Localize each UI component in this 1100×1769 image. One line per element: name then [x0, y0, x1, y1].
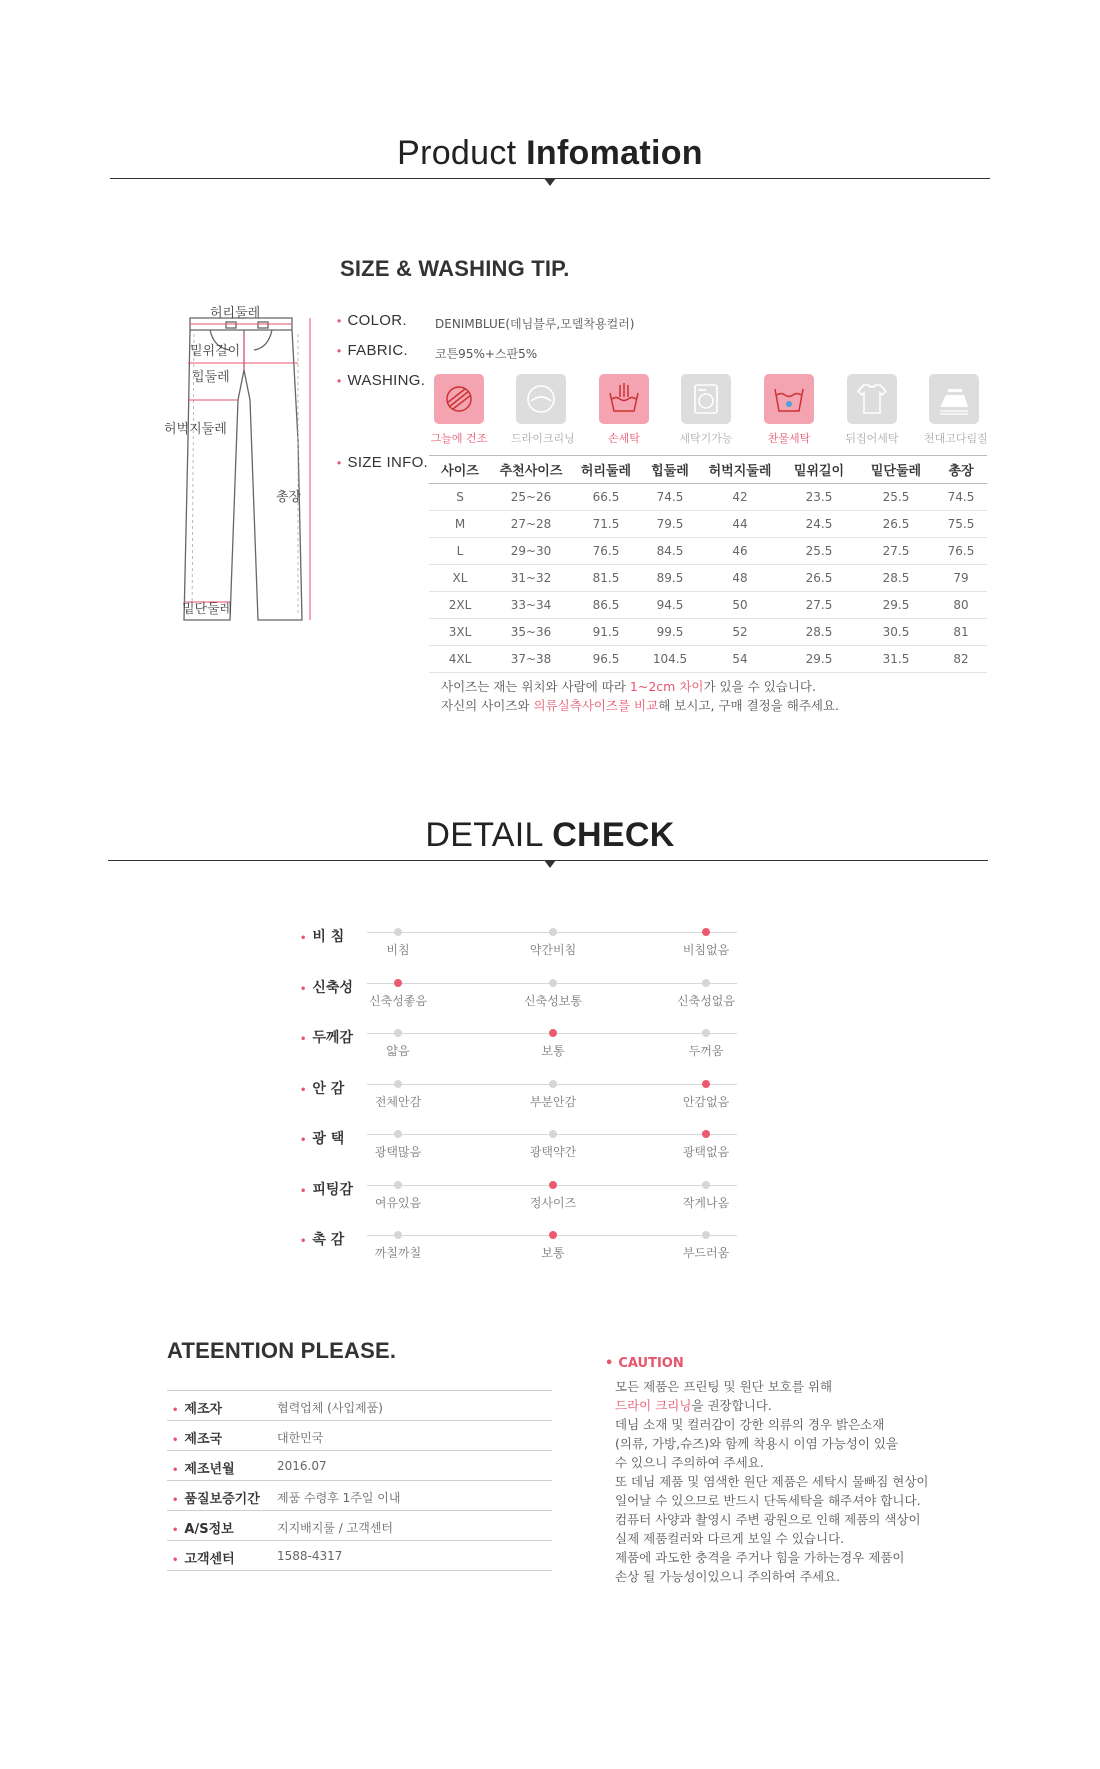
cold-water-icon: [764, 374, 814, 424]
size-table-cell: 31~32: [491, 565, 571, 592]
washing-label: • WASHING.: [337, 372, 426, 389]
product-info-title: [0, 134, 1100, 173]
size-washing-title: SIZE & WASHING TIP.: [340, 256, 570, 281]
detail-option: 광택많음: [374, 1145, 422, 1159]
size-table: [429, 455, 987, 673]
detail-selected-marker: [702, 928, 710, 936]
size-table-cell: 35~36: [491, 619, 571, 646]
wash-label: 뒤집어세탁: [845, 432, 899, 445]
size-table-cell: 42: [699, 484, 781, 511]
detail-option: 얇음: [386, 1044, 410, 1058]
caution-body: 데님 소재 및 컬러감이 강한 의류의 경우 밝은소재 (의류, 가방,슈즈)와 함께 착용시 이염 가능성이 있을 수 있으니 주의하여 주세요. 또 데님 제품 및 염색한 원단 제품은 세탁시 물빠짐 현상이 일어날 수 있으므로 반드시 단독세탁을 해주셔야 합니다. 컴퓨터 사양과 촬영시 주변 광원으로 인해 제품의 색상이 실제 제품컬러와 다르게 보일 수 있습니다. 제품에 과도한 충격을 주거나 힘을 가하는경우 제품이 손상 될 가능성이있으니 주의하여 주세요.: [615, 1417, 929, 1584]
size-table-cell: 28.5: [781, 619, 857, 646]
detail-option: 여유있음: [374, 1196, 422, 1210]
detail-option: 광택없음: [682, 1145, 730, 1159]
size-table-cell: 25~26: [491, 484, 571, 511]
detail-scale-marker: [394, 1130, 402, 1138]
attention-row: [167, 1421, 552, 1451]
size-note-2: 자신의 사이즈와 의류실측사이즈를 비교해 보시고, 구매 결정을 해주세요.: [441, 698, 840, 713]
size-table-cell: 99.5: [641, 619, 699, 646]
detail-option: 까칠까칠: [374, 1246, 422, 1260]
size-table-cell: 76.5: [571, 538, 641, 565]
size-table-cell: 29~30: [491, 538, 571, 565]
wash-cold-water: [759, 374, 819, 446]
detail-scale-marker: [549, 928, 557, 936]
header-arrow-icon: [544, 178, 556, 186]
pants-diagram: [164, 300, 320, 640]
detail-label: • 촉 감: [300, 1232, 345, 1248]
detail-scale-marker: [549, 1080, 557, 1088]
size-table-cell: 52: [699, 619, 781, 646]
title-light: DETAIL: [425, 816, 553, 854]
col-header: 총장: [935, 456, 987, 484]
size-note-1: 사이즈는 재는 위치와 사람에 따라 1~2cm 차이가 있을 수 있습니다.: [441, 679, 816, 694]
detail-scale-marker: [549, 1130, 557, 1138]
size-table-cell: 81: [935, 619, 987, 646]
size-table-cell: 94.5: [641, 592, 699, 619]
size-table-cell: 25.5: [857, 484, 935, 511]
col-header: 허리둘레: [571, 456, 641, 484]
pants-label-length: 총장: [276, 490, 302, 505]
wash-label: 그늘에 건조: [430, 432, 488, 445]
size-table-cell: 66.5: [571, 484, 641, 511]
color-label: • COLOR.: [337, 312, 407, 329]
wash-label: 천대고다림질: [924, 432, 988, 445]
detail-scale-marker: [394, 1080, 402, 1088]
title-bold: CHECK: [552, 816, 675, 854]
detail-option: 신축성보통: [524, 994, 582, 1008]
size-table-cell: 81.5: [571, 565, 641, 592]
detail-check-title: [0, 816, 1100, 855]
size-table-cell: 27.5: [857, 538, 935, 565]
size-table-cell: 80: [935, 592, 987, 619]
wash-label: 드라이크리닝: [511, 432, 575, 445]
detail-scale-marker: [394, 928, 402, 936]
detail-selected-marker: [549, 1181, 557, 1189]
size-table-cell: 79: [935, 565, 987, 592]
detail-scale-marker: [394, 1029, 402, 1037]
col-header: 허벅지둘레: [699, 456, 781, 484]
attention-value: 대한민국: [277, 1431, 324, 1445]
col-header: 사이즈: [429, 456, 491, 484]
detail-option: 광택약간: [529, 1145, 577, 1159]
size-table-cell: 33~34: [491, 592, 571, 619]
detail-scale-marker: [394, 1231, 402, 1239]
detail-option: 두꺼움: [688, 1044, 724, 1058]
size-table-cell: 84.5: [641, 538, 699, 565]
title-light: Product: [397, 134, 527, 172]
detail-arrow-icon: [544, 860, 556, 868]
attention-title: ATEENTION PLEASE.: [167, 1338, 397, 1363]
detail-option: 전체안감: [374, 1095, 422, 1109]
detail-scale-marker: [702, 1181, 710, 1189]
col-header: 힙둘레: [641, 456, 699, 484]
size-table-cell: 76.5: [935, 538, 987, 565]
pants-label-thigh: 허벅지둘레: [164, 422, 227, 437]
size-table-cell: 91.5: [571, 619, 641, 646]
detail-label: • 광 택: [300, 1131, 345, 1147]
detail-option: 비침없음: [682, 943, 730, 957]
caution-title: • CAUTION: [605, 1356, 684, 1371]
size-table-cell: 44: [699, 511, 781, 538]
pants-label-hip: 힙둘레: [192, 370, 230, 385]
size-table-cell: 96.5: [571, 646, 641, 673]
size-table-row: [429, 511, 987, 538]
detail-option: 부분안감: [529, 1095, 577, 1109]
detail-option: 부드러움: [682, 1246, 730, 1260]
size-table-cell: 24.5: [781, 511, 857, 538]
size-table-cell: 29.5: [857, 592, 935, 619]
inside-out-icon: [847, 374, 897, 424]
detail-selected-marker: [394, 979, 402, 987]
size-table-cell: 28.5: [857, 565, 935, 592]
attention-row: [167, 1481, 552, 1511]
attention-row: [167, 1511, 552, 1541]
washing-machine-icon: [681, 374, 731, 424]
attention-value: 2016.07: [277, 1459, 327, 1473]
attention-value: 지지배지룰 / 고객센터: [277, 1521, 394, 1535]
wash-label: 찬물세탁: [767, 432, 811, 445]
size-table-cell: 26.5: [781, 565, 857, 592]
caution-line-2: 드라이 크리닝을 권장합니다.: [615, 1398, 772, 1413]
attention-value: 1588-4317: [277, 1549, 343, 1563]
iron-icon: [929, 374, 979, 424]
size-table-cell: 75.5: [935, 511, 987, 538]
detail-selected-marker: [702, 1080, 710, 1088]
size-table-cell: 2XL: [429, 592, 491, 619]
size-table-cell: 74.5: [641, 484, 699, 511]
detail-selected-marker: [702, 1130, 710, 1138]
size-table-cell: 89.5: [641, 565, 699, 592]
shade-dry-icon: [434, 374, 484, 424]
detail-selected-marker: [549, 1231, 557, 1239]
size-table-cell: 71.5: [571, 511, 641, 538]
size-table-cell: 27.5: [781, 592, 857, 619]
title-bold: Infomation: [526, 134, 703, 172]
size-table-cell: 25.5: [781, 538, 857, 565]
attention-value: 제품 수령후 1주일 이내: [277, 1491, 401, 1505]
size-table-cell: 31.5: [857, 646, 935, 673]
detail-option: 신축성좋음: [369, 994, 427, 1008]
hand-wash-icon: [599, 374, 649, 424]
detail-option: 작게나옴: [682, 1196, 730, 1210]
color-value: DENIMBLUE(데님블루,모델착용컬러): [435, 317, 635, 331]
detail-label: • 피팅감: [300, 1182, 353, 1198]
detail-option: 안감없음: [682, 1095, 730, 1109]
wash-dry-clean: [511, 374, 575, 446]
size-table-row: [429, 619, 987, 646]
attention-key: • 품질보증기간: [172, 1492, 260, 1507]
detail-option: 신축성없음: [677, 994, 735, 1008]
fabric-value: 코튼95%+스판5%: [435, 347, 538, 361]
size-table-cell: 104.5: [641, 646, 699, 673]
size-table-row: [429, 592, 987, 619]
detail-option: 보통: [541, 1246, 565, 1260]
pants-label-rise: 밑위길이: [190, 344, 241, 359]
size-table-cell: 48: [699, 565, 781, 592]
attention-key: • 제조국: [172, 1432, 223, 1447]
attention-row: [167, 1451, 552, 1481]
attention-key: • 고객센터: [172, 1552, 235, 1567]
size-table-cell: 27~28: [491, 511, 571, 538]
size-table-cell: 86.5: [571, 592, 641, 619]
attention-row: [167, 1541, 552, 1571]
attention-key: • A/S정보: [172, 1522, 234, 1537]
size-table-cell: S: [429, 484, 491, 511]
detail-scale-marker: [702, 979, 710, 987]
size-table-cell: 74.5: [935, 484, 987, 511]
size-table-cell: 3XL: [429, 619, 491, 646]
size-table-cell: 54: [699, 646, 781, 673]
pants-label-hem: 밑단둘레: [182, 602, 233, 617]
size-table-row: [429, 565, 987, 592]
fabric-label: • FABRIC.: [337, 342, 408, 359]
size-table-cell: 79.5: [641, 511, 699, 538]
detail-label: • 두께감: [300, 1030, 353, 1046]
size-table-row: [429, 646, 987, 673]
size-table-cell: 50: [699, 592, 781, 619]
attention-row: [167, 1391, 552, 1421]
detail-scale-marker: [702, 1231, 710, 1239]
wash-machine: [676, 374, 736, 446]
size-table-cell: 37~38: [491, 646, 571, 673]
size-table-cell: 23.5: [781, 484, 857, 511]
detail-scale-marker: [549, 979, 557, 987]
size-table-cell: XL: [429, 565, 491, 592]
size-table-row: [429, 538, 987, 565]
detail-option: 보통: [541, 1044, 565, 1058]
wash-inside-out: [842, 374, 902, 446]
wash-label: 세탁기가능: [679, 432, 733, 445]
wash-iron: [924, 374, 988, 446]
wash-hand-wash: [594, 374, 654, 446]
detail-option: 약간비침: [529, 943, 577, 957]
detail-option: 비침: [386, 943, 410, 957]
size-info-label: • SIZE INFO.: [337, 454, 429, 471]
col-header: 밑단둘레: [857, 456, 935, 484]
attention-key: • 제조년월: [172, 1462, 235, 1477]
size-table-cell: 29.5: [781, 646, 857, 673]
size-table-cell: 82: [935, 646, 987, 673]
attention-value: 협력업체 (사입제품): [277, 1401, 383, 1415]
detail-option: 정사이즈: [529, 1196, 577, 1210]
col-header: 밑위길이: [781, 456, 857, 484]
size-table-cell: 30.5: [857, 619, 935, 646]
detail-label: • 신축성: [300, 980, 353, 996]
wash-shade-dry: [429, 374, 489, 446]
size-table-cell: L: [429, 538, 491, 565]
size-table-cell: 46: [699, 538, 781, 565]
size-table-header: [429, 456, 987, 484]
detail-scale-marker: [394, 1181, 402, 1189]
attention-key: • 제조자: [172, 1402, 223, 1417]
col-header: 추천사이즈: [491, 456, 571, 484]
dry-clean-icon: [516, 374, 566, 424]
detail-selected-marker: [549, 1029, 557, 1037]
size-table-row: [429, 484, 987, 511]
detail-scale-marker: [702, 1029, 710, 1037]
size-table-cell: 4XL: [429, 646, 491, 673]
caution-line-1: 모든 제품은 프린팅 및 원단 보호를 위해: [615, 1379, 833, 1394]
wash-label: 손세탁: [608, 432, 640, 445]
detail-label: • 안 감: [300, 1081, 345, 1097]
size-table-cell: M: [429, 511, 491, 538]
pants-label-waist: 허리둘레: [210, 306, 261, 321]
detail-label: • 비 침: [300, 929, 345, 945]
size-table-cell: 26.5: [857, 511, 935, 538]
